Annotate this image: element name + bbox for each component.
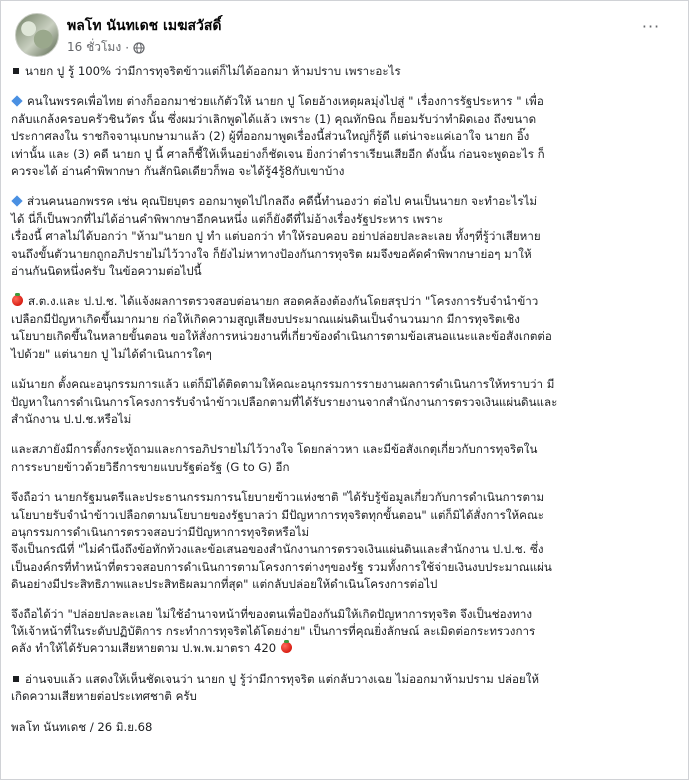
- paragraph-4: [11, 293, 678, 363]
- blue-diamond-icon: [11, 96, 22, 107]
- paragraph-2: [11, 93, 678, 180]
- author-name[interactable]: พลโท นันทเดช เมฆสวัสดิ์: [67, 18, 222, 34]
- post-body: [11, 63, 678, 749]
- paragraph-4-text: ส.ต.ง.และ ป.ป.ช. ได้แจ้งผลการตรวจสอบต่อนายก สอดคล้องต้องกันโดยสรุปว่า "โครงการรับจำนำข้าว เปลือกมีปัญหาเกิดขึ้นมากมาย ก่อให้เกิดความสูญเสียงบประมาณแผ่นดินเป็นจำนวนมาก มีการทุจริตเชิง นโยบายเกิดขึ้นในหลายขั้นตอน ขอให้สั่งการหน่วยงานที่เกี่ยวข้องดำเนินการตามข้อเสนอแนะและข้อสังเกตต่อ ไปด้วย" แต่นายก ปู ไม่ได้ดำเนินการใดๆ: [11, 294, 552, 361]
- paragraph-6-text: และสภายังมีการตั้งกระทู้ถามและการอภิปรายไม่ไว้วางใจ โดยกล่าวหา และมีข้อสังเกตุเกี่ยวกับการทุจริตใน การระบายข้าวด้วยวิธีการขายแบบรัฐต่อรัฐ (G to G) อีก: [11, 442, 538, 474]
- black-square-icon: [13, 676, 19, 682]
- author-avatar[interactable]: [15, 13, 59, 57]
- more-options-button[interactable]: ···: [641, 17, 661, 36]
- tomato-icon: [281, 642, 292, 653]
- paragraph-5: [11, 376, 678, 428]
- paragraph-7: [11, 489, 678, 593]
- tomato-icon: [12, 295, 23, 306]
- paragraph-9-text: อ่านจบแล้ว แสดงให้เห็นชัดเจนว่า นายก ปู รู้ว่ามีการทุจริต แต่กลับวางเฉย ไม่ออกมาห้ามปราม ปล่อยให้ เกิดความเสียหายต่อประเทศชาติ ครับ: [11, 671, 540, 704]
- black-square-icon: [13, 68, 19, 74]
- post-signature: พลโท นันทเดช / 26 มิ.ย.68: [11, 719, 153, 734]
- post-header: [15, 11, 678, 61]
- globe-icon: [133, 42, 145, 54]
- paragraph-3-text: ส่วนคนนอกพรรค เช่น คุณปิยบุตร ออกมาพูดไปไกลถึง คดีนี้ทำนองว่า ต่อไป คนเป็นนายก จะทำอะไรไม่ ได้ นี่ก็เป็นพวกที่ไม่ได้อ่านคำพิพากษาอีกคนหนึ่ง แต่ก็ยังดีที่ไม่อ้างเรื่องรัฐประหาร เพราะ เรื่องนี้ ศาลไม่ได้บอกว่า "ห้าม"นายก ปู ทำ แต่บอกว่า ทำให้รอบคอบ อย่าปล่อยปละละเลย ทั้งๆที่รู้ว่าเสียหาย จนถึงขั้นตัวนายกถูกอภิปรายไม่ไว้วางใจ ก็ยังไม่หาทางป้องกันการทุจริต ผมจึงขอคัดคำพิพากษาย่อๆ มาให้ อ่านกันนิดหนึ่งครับ ในข้อความต่อไปนี้: [11, 194, 541, 279]
- post-meta: [67, 38, 145, 57]
- paragraph-3: [11, 193, 678, 280]
- paragraph-7-text: จึงถือว่า นายกรัฐมนตรีและประธานกรรมการนโยบายข้าวแห่งชาติ "ได้รับรู้ข้อมูลเกี่ยวกับการดำเนินการตาม นโยบายรับจำนำข้าวเปลือกตามนโยบายของรัฐบาลว่า มีปัญหาการทุจริตทุกขั้นตอน" แต่ก็มิได้สั่งการให้คณะ อนุกรรมการดำเนินการตรวจสอบว่ามีปัญหาการทุจริตหรือไม่ จึงเป็นกรณีที่ "ไม่คำนึงถึงข้อทักท้วงและข้อเสนอของสำนักงานการตรวจเงินแผ่นดินและสำนักงาน ป.ป.ช. ซึ่ง เป็นองค์กรที่ทำหน้าที่ตรวจสอบการดำเนินการตามโครงการต่างๆของรัฐ รวมทั้งการใช้จ่ายเงินงบประมาณแผ่น ดินอย่างมีประสิทธิภาพและประสิทธิผลมากที่สุด" แต่กลับปล่อยให้ดำเนินโครงการต่อไป: [11, 490, 552, 592]
- meta-dot: ·: [125, 40, 130, 55]
- paragraph-9: [11, 671, 678, 706]
- paragraph-8: [11, 606, 678, 658]
- blue-diamond-icon: [11, 196, 22, 207]
- paragraph-5-text: แม้นายก ตั้งคณะอนุกรรมการแล้ว แต่ก็มิได้ติดตามให้คณะอนุกรรมการรายงานผลการดำเนินการให้ทราบว่า มี ปัญหาในการดำเนินการโครงการรับจำนำข้าวเปลือกตามที่ได้รับรายงานจากสำนักงานการตรวจเงินแผ่นดินและ สำนักงาน ป.ป.ช.หรือไม่: [11, 377, 558, 426]
- paragraph-1-text: นายก ปู รู้ 100% ว่ามีการทุจริตข้าวแต่ก็ไม่ได้ออกมา ห้ามปราบ เพราะอะไร: [25, 64, 401, 78]
- paragraph-6: [11, 441, 678, 476]
- paragraph-2-text: คนในพรรคเพื่อไทย ต่างก็ออกมาช่วยแก้ตัวให้ นายก ปู โดยอ้างเหตุผลมุ่งไปสู่ " เรื่องการรัฐประหาร " เพื่อ กลับแกล้งครอบครัวชินวัตร นั้น ซึ่งผมว่าเลิกพูดได้แล้ว เพราะ (1) คุณทักษิณ ก็ยอมรับว่าทำผิดเอง ถึงขนาด ประกาศลงใน ราชกิจจานุเบกษามาแล้ว (2) ผู้ที่ออกมาพูดเรื่องนี้ส่วนใหญ่ก็รู้ดี แต่น่าจะแค่เอาใจ นายก อิ๊ง เท่านั้น และ (3) คดี นายก ปู นี้ ศาลก็ชี้ให้เห็นอย่างก็ชัดเจน ยิ่งกว่าตำราเรียนเสียอีก ดังนั้น ก่อนจะพูดอะไร ก็ ควรจะได้ อ่านคำพิพากษา กันสักนิดเดียวก็พอ จะได้รู้4รู้8กับเขาบ้าง: [11, 94, 545, 179]
- paragraph-8-text: จึงถือได้ว่า "ปล่อยปละละเลย ไม่ใช้อำนาจหน้าที่ของตนเพื่อป้องกันมิให้เกิดปัญหาการทุจริต จึงเป็นช่องทาง ให้เจ้าหน้าที่ในระดับปฏิบัติการ กระทำการทุจริตได้โดยง่าย" เป็นการที่คุณยิ่งลักษณ์ ละเมิดต่อกระทรวงการ คลัง ทำให้ได้รับความเสียหายตาม ป.พ.พ.มาตรา 420: [11, 606, 536, 656]
- post-time[interactable]: 16 ชั่วโมง: [67, 40, 122, 54]
- paragraph-1: [11, 63, 678, 80]
